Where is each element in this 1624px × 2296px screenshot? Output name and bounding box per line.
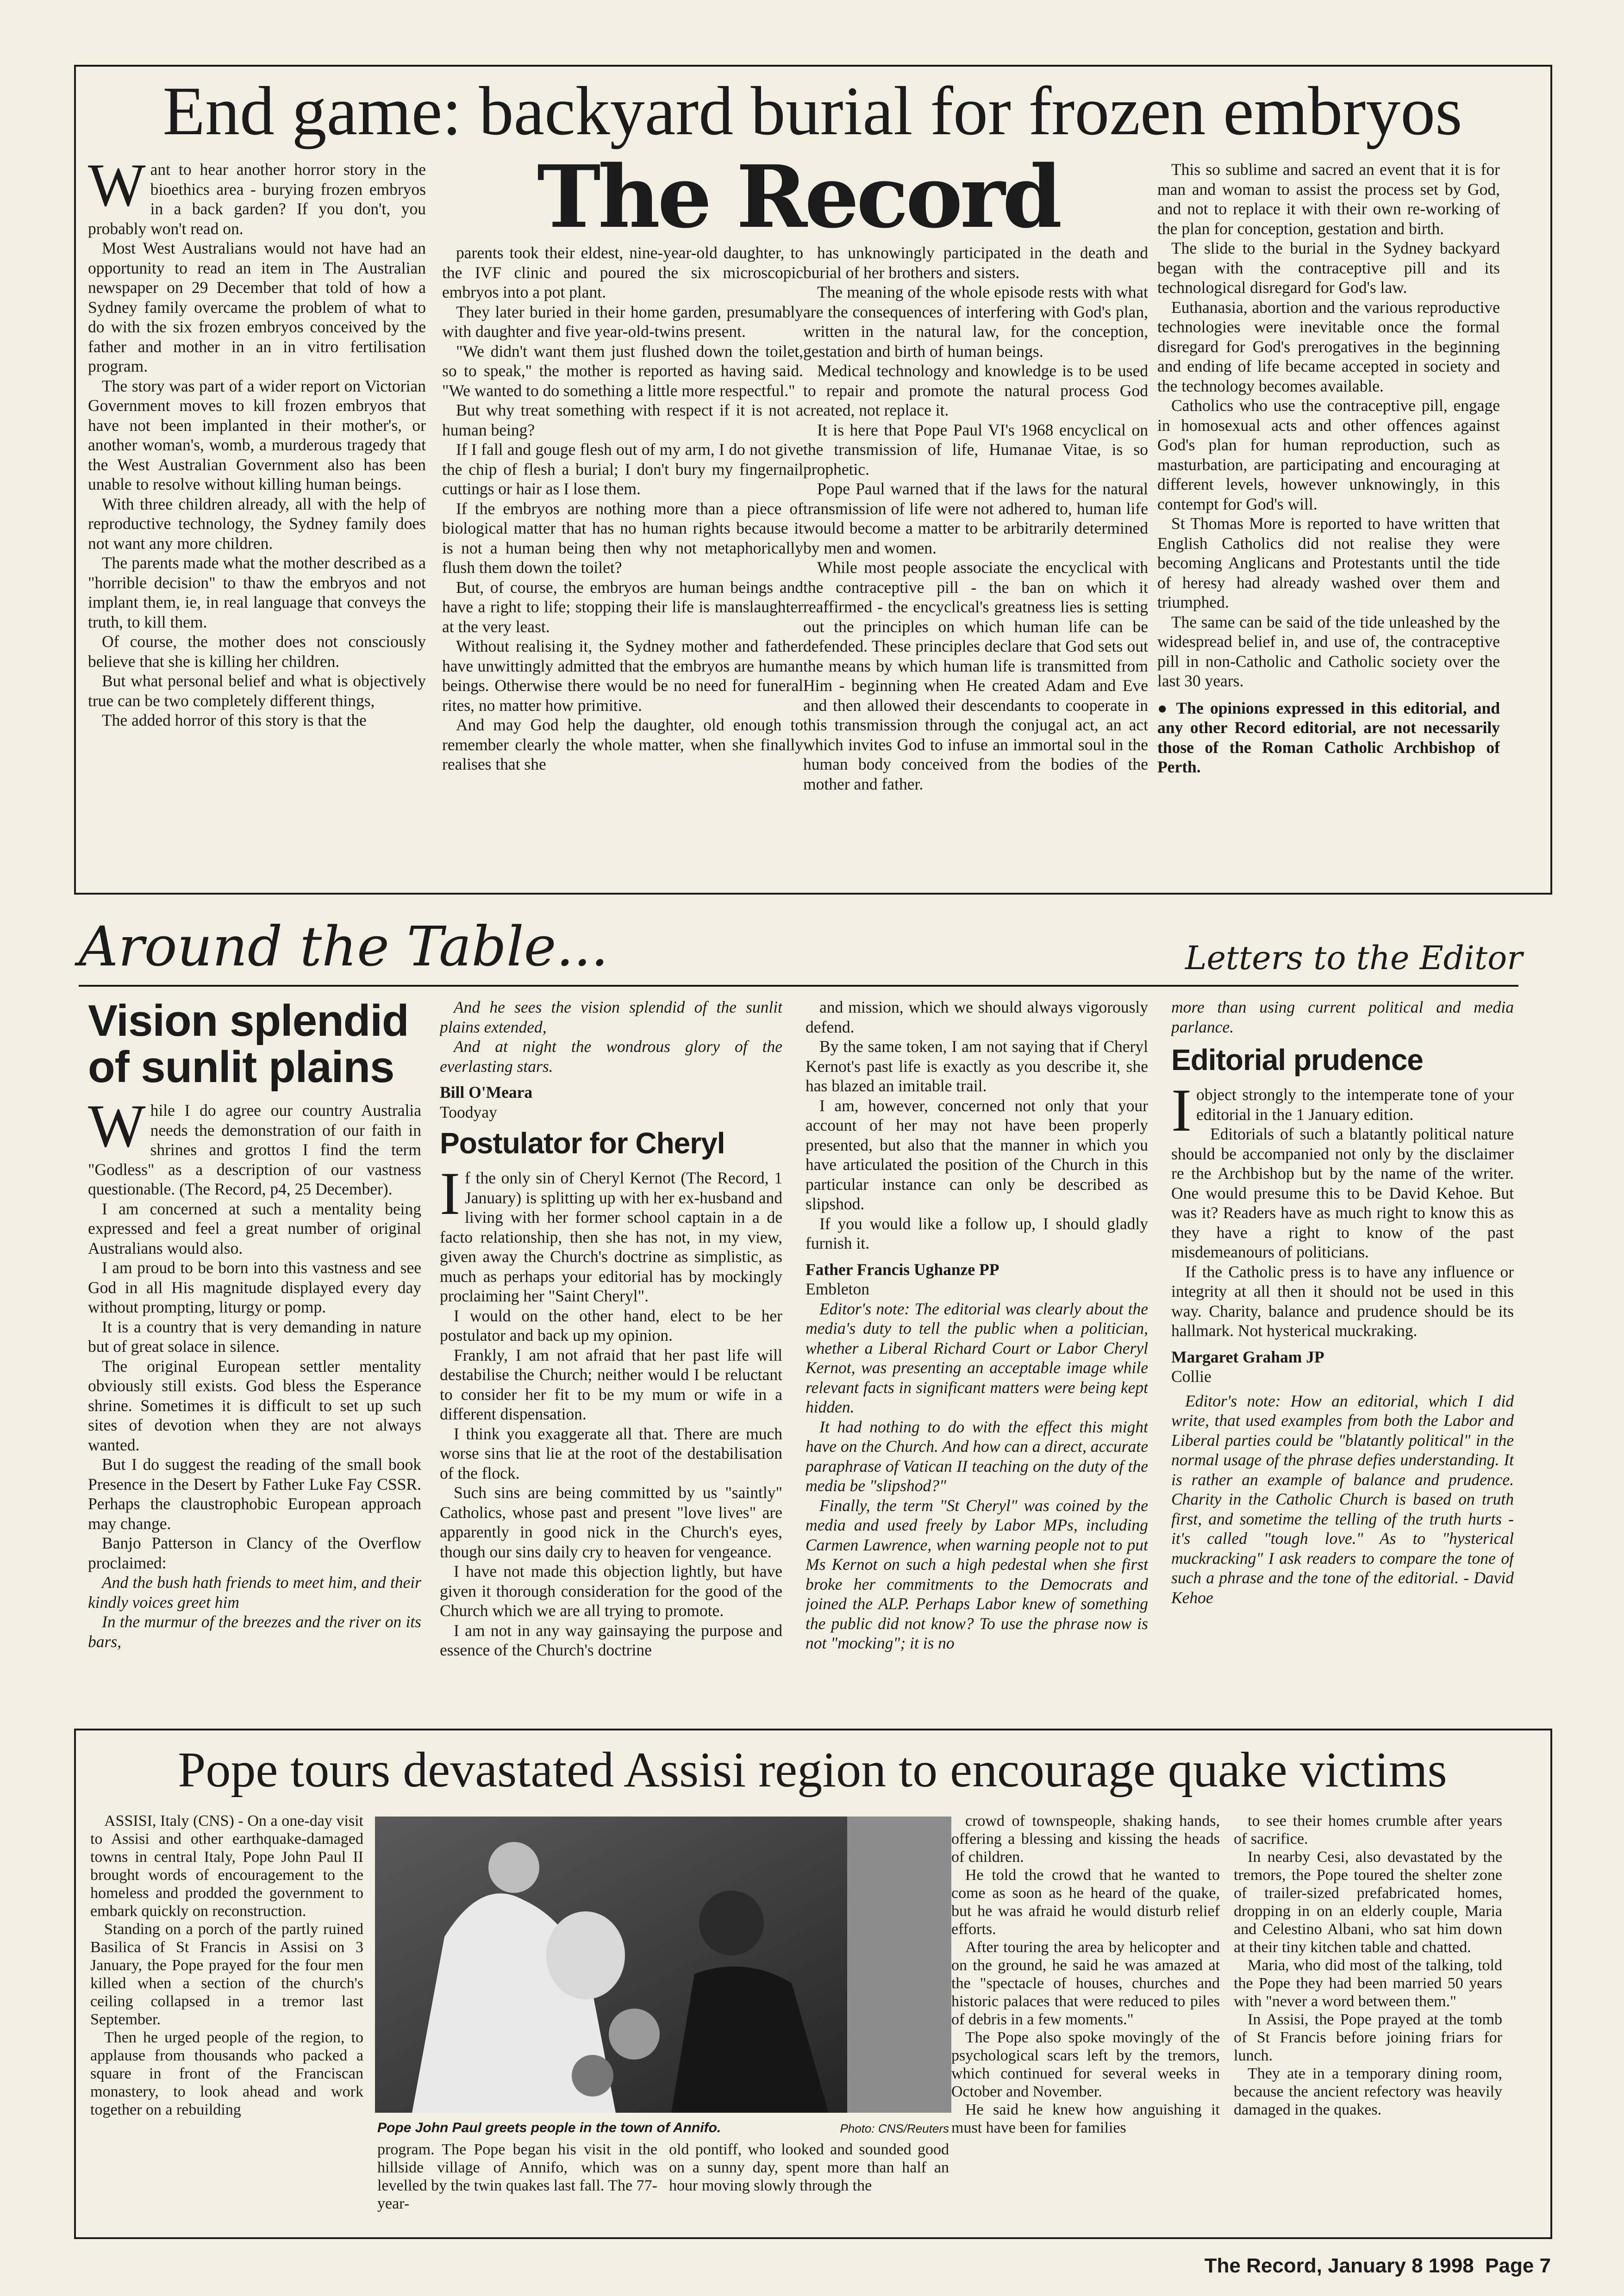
letter-paragraph [88,1356,421,1455]
paragraph-text: They ate in a temporary dining room, because the ancient refectory was heavily damaged in the quakes. [1234,2065,1502,2118]
news-column-3 [951,1812,1220,2228]
paragraph-text: This so sublime and sacred an event that it is for man and woman to assist the process set by God, and not to replace it with their own re-working of the plan for conception, gestation and birth. [1157,160,1500,238]
paragraph-text: In Assisi, the Pope prayed at the tomb of St Francis before joining friars for lunch. [1234,2011,1502,2064]
paragraph-text: St Thomas More is reported to have written that English Catholics did not realise they were becoming Anglicans and Protestants until the tide of heresy had already washed over them and triumphed. [1157,514,1500,611]
news-paragraph [90,2028,363,2119]
paragraph-text: Euthanasia, abortion and the various reproductive technologies were inevitable once the formal disregard for God's prerogatives in the beginning and ending of life became accepted in society and the technology becomes available. [1157,298,1500,395]
editorial-column-2 [442,243,803,872]
editorial-paragraph [442,499,803,578]
paragraph-text: to see their homes crumble after years of sacrifice. [1234,1812,1502,1848]
masthead-logo: The Record [537,146,1060,247]
paragraph-text: After touring the area by helicopter and on the ground, he said he was amazed at the "spectacle of houses, churches and historic palaces that were reduced to piles of debris in a few moments." [951,1939,1220,2028]
paragraph-text: parents took their eldest, nine-year-old daughter, to the IVF clinic and poured the six microscopic embryos into a pot plant. [442,243,803,301]
letter-lead-4: more than using current political and media parlance. [1171,998,1514,1036]
editor-note-paragraph [806,1417,1148,1496]
paragraph-text: By the same token, I am not saying that if Cheryl Kernot's past life is exactly as you describe it, she has blazed an imitable trail. [806,1037,1148,1095]
editorial-paragraph [88,494,426,554]
paragraph-text: The added horror of this story is that the [102,711,367,729]
editorial-paragraph [442,400,803,440]
letter-paragraph [806,1037,1148,1096]
editorial-paragraph [88,376,426,494]
letter-signature-graham: Margaret Graham JP [1171,1347,1324,1366]
letter-paragraph [88,1573,421,1612]
letter-paragraph [88,1317,421,1356]
letters-column-4 [1171,997,1514,1712]
editorial-paragraph [88,160,426,238]
editorial-disclaimer: ● The opinions expressed in this editorial, and any other Record editorial, are not necessarily those of the Roman Catholic Archbishop of Perth. [1157,698,1500,776]
letter-paragraph [440,1562,782,1621]
editorial-column-3 [803,243,1148,872]
editorial-paragraph [442,302,803,342]
editorial-paragraph [1157,612,1500,691]
paragraph-text: It is a country that is very demanding in nature but of great solace in silence. [88,1317,421,1356]
paragraph-text: But I do suggest the reading of the small book Presence in the Desert by Father Luke Fay CSSR. Perhaps the claustrophobic European approach may change. [88,1455,421,1533]
news-paragraph [90,1920,363,2028]
letter-location-embleton: Embleton [806,1280,870,1298]
editorial-paragraph [1157,396,1500,514]
news-paragraph [1234,1848,1502,1956]
paragraph-text: But, of course, the embryos are human beings and have a right to life; stopping their life is manslaughter at the very least. [442,578,803,636]
paragraph-text: has unknowingly participated in the death and burial of her brothers and sisters. [803,243,1148,282]
letter-headline-postulator: Postulator for Cheryl [440,1126,725,1160]
paragraph-text: object strongly to the intemperate tone of your editorial in the 1 January edition. [1196,1085,1514,1124]
paragraph-text: Most West Australians would not have had an opportunity to read an item in The Australian newspaper on 29 December that told of how a Sydney family overcame the problem of what to do with the six frozen embryos conceived by the father and mother in an in vitro fertilisation program. [88,239,426,375]
letters-column-1 [88,995,421,1712]
editorial-column-1 [88,160,426,872]
paragraph-text: crowd of townspeople, shaking hands, offering a blessing and kissing the heads of children. [951,1812,1220,1866]
letter-paragraph [1171,1124,1514,1262]
news-column-2a [377,2140,657,2228]
news-column-4 [1234,1812,1502,2228]
news-paragraph [951,1866,1220,1938]
paragraph-text: The original European settler mentality obviously still exists. God bless the Esperance shrine. Sometimes it is difficult to set up such sites of devotion when they are not always wanted. [88,1356,421,1454]
paragraph-text: But what personal belief and what is objectively true can be two completely different things, [88,672,426,710]
paragraph-text: I am concerned at such a mentality being expressed and feel a great number of original Australians would also. [88,1199,421,1257]
editorial-paragraph [1157,514,1500,612]
editorial-paragraph [803,558,1148,794]
photo-caption: Pope John Paul greets people in the town of Annifo. [377,2120,721,2135]
editorial-paragraph [803,243,1148,282]
editorial-paragraph [442,636,803,715]
editorial-headline: End game: backyard burial for frozen embryos [162,73,1462,149]
news-column-2b [669,2140,949,2228]
editorial-paragraph [442,578,803,637]
editorial-column-4 [1157,160,1500,882]
letter-paragraph [806,1214,1148,1253]
paragraph-text: I am proud to be born into this vastness and see God in all His magnitude displayed every day without prompting, liturgy or pomp. [88,1258,421,1316]
letter-paragraph [440,1483,782,1562]
editorial-paragraph [88,710,426,730]
paragraph-text: Standing on a porch of the partly ruined Basilica of St Francis in Assisi on 3 January, the Pope prayed for the four men killed when a section of the church's ceiling collapsed in a tremor last September. [90,1921,363,2028]
section-title: Around the Table... [79,915,608,978]
paragraph-text: If the embryos are nothing more than a piece of biological matter that has no human rights because it is not a human being then why not metaphorically flush them down the toilet? [442,499,803,577]
drop-cap: W [88,1092,146,1160]
editorial-paragraph [88,671,426,710]
letter-paragraph [88,1612,421,1651]
editorial-paragraph [1157,238,1500,298]
news-below-photo-1: program. The Pope began his visit in the hillside village of Annifo, which was levelled by the twin quakes last fall. The 77-year- [377,2141,657,2212]
editorial-paragraph [803,361,1148,420]
letter-paragraph [88,1092,421,1199]
paragraph-text: The Pope also spoke movingly of the psychological scars left by the tremors, which continued for several weeks in October and November. [951,2029,1220,2100]
page-footer: The Record, January 8 1998 Page 7 [1204,2254,1551,2277]
letter-location-collie: Collie [1171,1367,1212,1386]
paragraph-text: If the Catholic press is to have any influence or integrity at all then it should not be used in this way. Charity, balance and prudence should be its hallmark. Not hysterical muckraking. [1171,1262,1514,1340]
paragraph-text: He said he knew how anguishing it must have been for families [951,2101,1220,2136]
editorial-paragraph [803,282,1148,361]
letters-column-3 [806,997,1148,1712]
news-paragraph [1234,1812,1502,1848]
news-paragraph [1234,2010,1502,2065]
paragraph-text: Pope Paul warned that if the laws for the natural transmission of life were not adhered to, human life would become a matter to be arbitrarily determined by men and women. [803,479,1148,557]
letter-paragraph [440,1037,782,1076]
paragraph-text: They later buried in their home garden, presumably with daughter and five year-old-twins present. [442,302,803,341]
letter-headline-prudence: Editorial prudence [1171,1043,1423,1076]
letter-paragraph [440,1621,782,1660]
letter-paragraph [806,1096,1148,1214]
paragraph-text: I am, however, concerned not only that your account of her may not have been properly presented, but also that the manner in which you have articulated the position of the Church in this particular instance can only be described as slipshod. [806,1096,1148,1213]
paragraph-text: Editor's note: The editorial was clearly about the media's duty to tell the public when a politician, whether a Liberal Richard Court or Labor Cheryl Kernot, was presenting an acceptable image while relevant facts in significant matters were being kept hidden. [806,1299,1148,1416]
paragraph-text: And may God help the daughter, old enough to remember clearly the whole matter, when she finally realises that she [442,716,803,773]
paragraph-text: The slide to the burial in the Sydney backyard began with the contraceptive pill and its technological disregard for God's law. [1157,239,1500,297]
letter-paragraph [1171,1262,1514,1341]
letter-headline-vision: Vision splendid of sunlit plains [88,996,409,1092]
news-below-photo-2: old pontiff, who looked and sounded good on a sunny day, spent more than half an hour moving slowly through the [669,2141,949,2194]
paragraph-text: Editorials of such a blatantly political nature should be accompanied not only by the disclaimer re the Archbishop but by the name of the writer. One would presume this to be David Kehoe. But was it? Readers have as much right to know this as they have a right to know of the past misdemeanours of politicians. [1171,1125,1514,1261]
paragraph-text: In nearby Cesi, also devastated by the tremors, the Pope toured the shelter zone of trailer-sized prefabricated homes, dropping in on an elderly couple, Maria and Celestino Albani, who sat him down at their tiny kitchen table and chatted. [1234,1848,1502,1956]
editorial-paragraph [88,632,426,671]
letter-paragraph [88,1258,421,1317]
letter-paragraph [440,1345,782,1424]
paragraph-text: And the bush hath friends to meet him, and their kindly voices greet him [88,1573,421,1612]
paragraph-text: He told the crowd that he wanted to come as soon as he heard of the quake, but he was afraid he would disturb relief efforts. [951,1867,1220,1938]
paragraph-text: Such sins are being committed by us "saintly" Catholics, whose past and present "love lives" are apparently in good nick in the Church's eyes, though our sins daily cry to heaven for vengeance. [440,1483,782,1561]
news-paragraph [1234,2065,1502,2119]
paragraph-text: Catholics who use the contraceptive pill, engage in homosexual acts and other offences against God's plan for human reproduction, such as masturbation, are participating and encouraging at different levels, however unknowingly, in this contempt for God's will. [1157,396,1500,513]
paragraph-text: It is here that Pope Paul VI's 1968 encyclical on the transmission of life, Humanae Vitae, is so prophetic. [803,420,1148,479]
paragraph-text: Banjo Patterson in Clancy of the Overflow proclaimed: [88,1534,421,1572]
drop-cap: I [1171,1076,1192,1144]
paragraph-text: Frankly, I am not afraid that her past life will destabilise the Church; neither would I be reluctant to consider her fit to be my mum or wife in a different dispensation. [440,1345,782,1423]
section-rule [79,985,1518,987]
editorial-paragraph [1157,160,1500,238]
letter-paragraph [440,1306,782,1345]
paragraph-text: I have not made this objection lightly, but have given it thorough consideration for the good of the Church which we are all trying to promote. [440,1562,782,1620]
letter-paragraph [1171,1076,1514,1144]
editorial-paragraph [88,553,426,632]
paragraph-text: Maria, who did most of the talking, told the Pope they had been married 50 years with "never a word between them." [1234,1957,1502,2010]
editorial-paragraph [803,420,1148,479]
editorial-paragraph [1157,298,1500,396]
paragraph-text: In the murmur of the breezes and the river on its bars, [88,1612,421,1651]
paragraph-text: Then he urged people of the region, to applause from thousands who packed a square in front of the Franciscan monastery, to look ahead and work together on a rebuilding [90,2029,363,2118]
editorial-paragraph [88,238,426,376]
letter-paragraph [88,1455,421,1533]
paragraph-text: And at night the wondrous glory of the everlasting stars. [440,1037,782,1076]
news-paragraph [951,1938,1220,2028]
letter-paragraph [440,997,782,1037]
paragraph-text: And he sees the vision splendid of the sunlit plains extended, [440,998,782,1036]
paragraph-text: I am not in any way gainsaying the purpose and essence of the Church's doctrine [440,1621,782,1659]
paragraph-text: "We didn't want them just flushed down the toilet, so to speak," the mother is reported as having said. "We wanted to do something a little more respectful." [442,342,803,400]
paragraph-text: Of course, the mother does not consciously believe that she is killing her children. [88,632,426,671]
paragraph-text: hile I do agree our country Australia needs the demonstration of our faith in shrines and grottos I find the term "Godless" as a description of our vastness questionable. (The Record, p4, 25 December). [88,1101,421,1198]
drop-cap: W [88,160,146,219]
editorial-paragraph [442,243,803,302]
letter-location-toodyay: Toodyay [440,1102,497,1121]
paragraph-text: While most people associate the encyclical with the contraceptive pill - the ban on which it reaffirmed - the encyclical's greatness lies is setting out the principles on which human life can be defended. These principles declare that God sets out the means by which human life is transmitted from Him - beginning when He created Adam and Eve and then allowed their descendants to cooperate in this transmission through the conjugal act, an act which invites God to infuse an immortal soul in the human body conceived from the bodies of the mother and father. [803,558,1148,793]
letter-paragraph [440,1159,782,1306]
letter-signature-omeara: Bill O'Meara [440,1083,533,1101]
photo-image [375,1817,951,2113]
letter-paragraph [88,1533,421,1573]
section-subtitle: Letters to the Editor [1185,939,1523,977]
paragraph-text: If I fall and gouge flesh out of my arm, I do not give the chip of flesh a burial; I don't bury my fingernail cuttings or hair as I lose them. [442,440,803,498]
news-paragraph [1234,1956,1502,2010]
news-paragraph [951,2028,1220,2101]
paragraph-text: Finally, the term "St Cheryl" was coined by the media and used freely by Labor MPs, including Carmen Lawrence, when warning people not to put Ms Kernot on such a high pedestal when she first broke her commitments to the Democrats and joined the ALP. Perhaps Labor knew of something the public did not know? To use the phrase now is not "mocking"; it is no [806,1496,1148,1652]
paragraph-text: The meaning of the whole episode rests with what are the consequences of interfering with God's plan, written in the natural law, for the conception, gestation and birth of human beings. [803,283,1148,361]
letter-paragraph [806,997,1148,1037]
paragraph-text: With three children already, all with the help of reproductive technology, the Sydney family does not want any more children. [88,494,426,553]
paragraph-text: I think you exaggerate all that. There are much worse sins that lie at the root of the destabilisation of the flock. [440,1424,782,1482]
paragraph-text: Without realising it, the Sydney mother and father have unwittingly admitted that the embryos are human beings. Otherwise there would be no need for funeral rites, no matter how primitive. [442,637,803,715]
news-paragraph [951,1812,1220,1866]
paragraph-text: Medical technology and knowledge is to be used to repair and promote the natural process God created, not replace it. [803,361,1148,419]
paragraph-text: If you would like a follow up, I should gladly furnish it. [806,1214,1148,1252]
paragraph-text: The same can be said of the tide unleashed by the widespread belief in, and use of, the contraceptive pill in non-Catholic and Catholic society over the last 30 years. [1157,612,1500,690]
editor-note-paragraph [806,1496,1148,1653]
letter-paragraph [440,1424,782,1483]
drop-cap: I [440,1159,460,1227]
letters-column-2 [440,997,782,1712]
news-headline: Pope tours devastated Assisi region to encourage quake victims [178,1742,1447,1798]
paragraph-text: It had nothing to do with the effect this might have on the Church. And how can a direct, accurate paraphrase of Vatican II teaching on the duty of the media be "slipshod?" [806,1417,1148,1495]
editorial-paragraph [442,342,803,401]
editorial-paragraph [803,479,1148,558]
paragraph-text: The parents made what the mother described as a "horrible decision" to thaw the embryos and not implant them, ie, in real language that conveys the truth, to kill them. [88,554,426,631]
editorial-paragraph [442,715,803,774]
photo-credit: Photo: CNS/Reuters [840,2122,949,2135]
paragraph-text: and mission, which we should always vigorously defend. [806,998,1148,1036]
news-column-1 [90,1812,363,2228]
pope-photo [375,1817,951,2113]
paragraph-text: ant to hear another horror story in the bioethics area - burying frozen embryos in a back garden? If you don't, you probably won't read on. [88,160,426,238]
letter-signature-ughanze: Father Francis Ughanze PP [806,1260,999,1279]
letter-paragraph [88,1199,421,1258]
paragraph-text: But why treat something with respect if it is not a human being? [442,401,803,439]
paragraph-text: ASSISI, Italy (CNS) - On a one-day visit to Assisi and other earthquake-damaged towns in central Italy, Pope John Paul II brought words of encouragement to the homeless and prodded the government to embark quickly on reconstruction. [90,1812,363,1920]
editor-note-paragraph [806,1299,1148,1417]
paragraph-text: The story was part of a wider report on Victorian Government moves to kill frozen embryos that have not been implanted in their mother's, or another woman's, womb, a murderous tragedy that the West Australian Government also has been unable to resolve without killing human beings. [88,376,426,493]
paragraph-text: f the only sin of Cheryl Kernot (The Record, 1 January) is splitting up with her ex-husband and living with her former school captain in a de facto relationship, then she has not, in my view, given away the Church's doctrine as simplistic, as much as perhaps your editorial has by mockingly proclaiming her "Saint Cheryl". [440,1169,782,1305]
paragraph-text: I would on the other hand, elect to be her postulator and back up my opinion. [440,1306,782,1344]
news-paragraph [90,1812,363,1920]
news-paragraph [951,2101,1220,2137]
editor-note-4: Editor's note: How an editorial, which I did write, that used examples from both the Labor and Liberal parties could be "blatantly political" in the normal usage of the phrase defies understanding. It is rather an example of balance and prudence. Charity in the Catholic Church is based on truth first, and sometime the telling of the truth hurts - it's called "tough love." As to "hysterical muckracking" I ask readers to compare the tone of such a phrase and the tone of the editorial. - David Kehoe [1171,1391,1514,1607]
editorial-paragraph [442,440,803,499]
